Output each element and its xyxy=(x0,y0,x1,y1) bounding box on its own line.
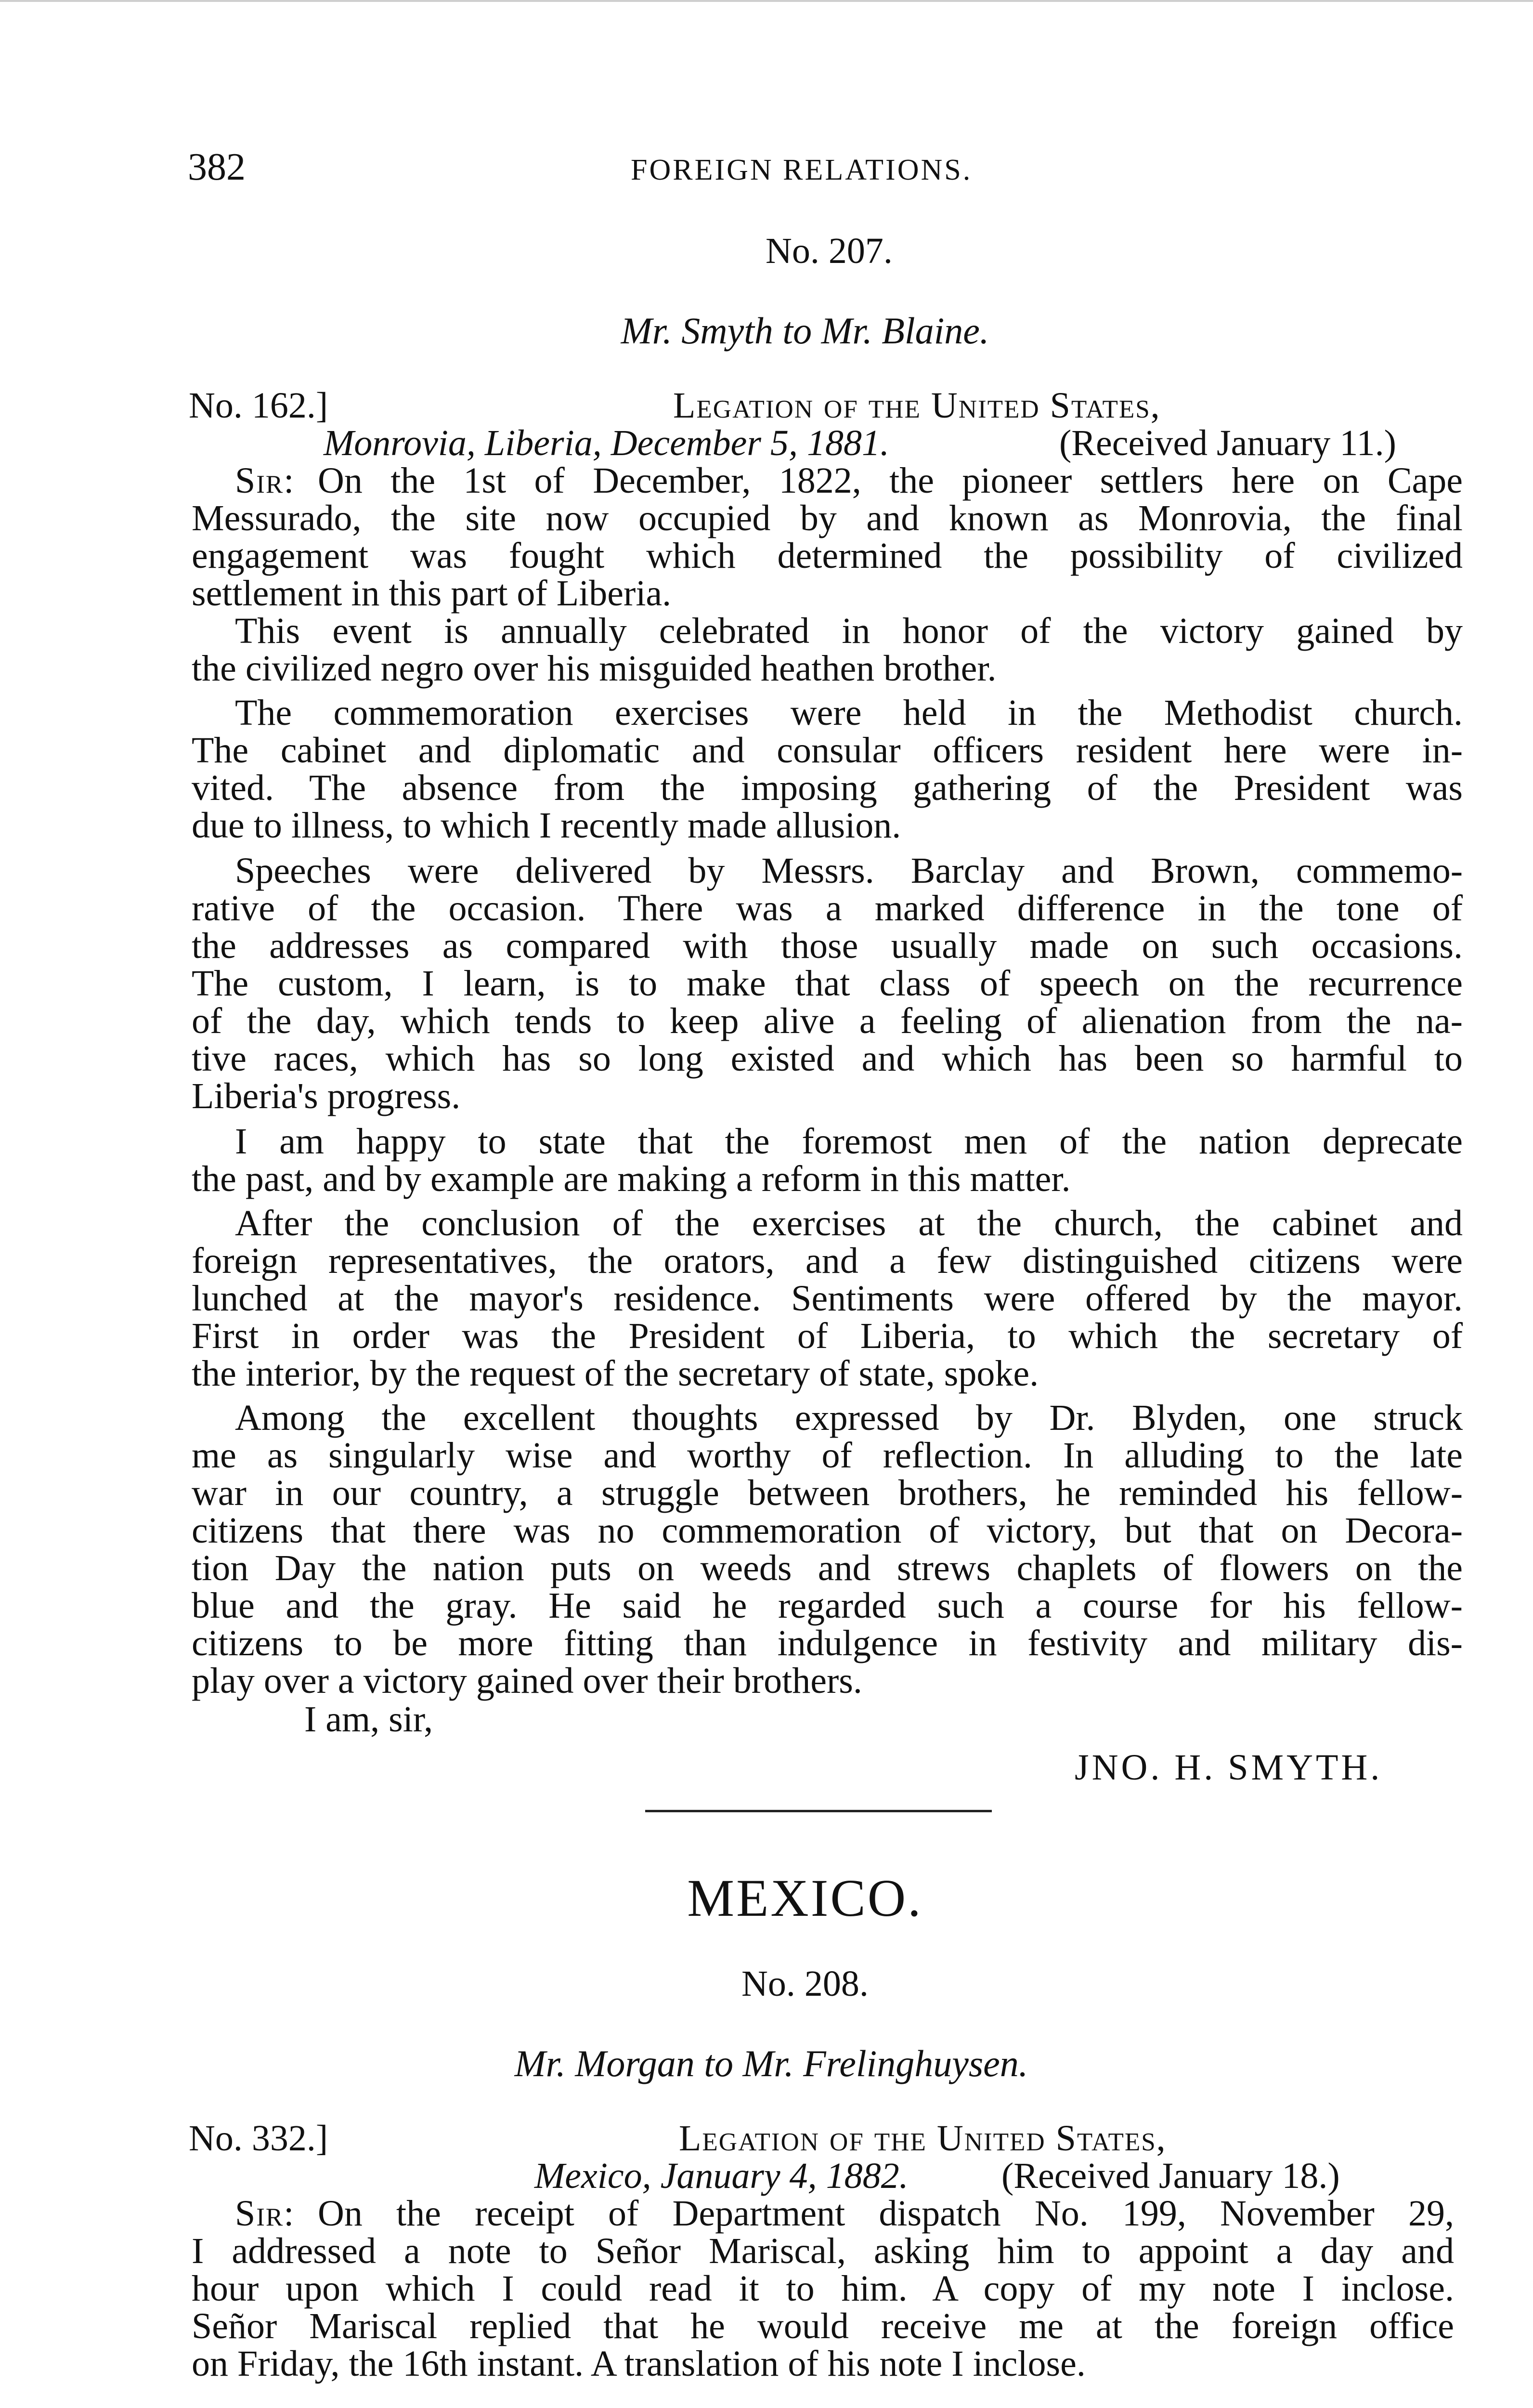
body-line: vited. The absence from the imposing gathering of the President was xyxy=(192,768,1463,808)
place-date: Mexico, January 4, 1882. xyxy=(534,2156,909,2196)
body-line: The custom, I learn, is to make that class of speech on the recurrence xyxy=(192,963,1463,1004)
received-date: (Received January 11.) xyxy=(1059,423,1396,463)
salutation: Sir: xyxy=(235,2193,295,2234)
body-line: Señor Mariscal replied that he would receive me at the foreign office xyxy=(192,2306,1454,2346)
dispatch-number: No. 162.] xyxy=(189,385,328,426)
body-line: citizens that there was no commemoration of victory, but that on Decora- xyxy=(192,1510,1463,1551)
salutation: Sir: xyxy=(235,460,295,501)
body-line: The cabinet and diplomatic and consular officers resident here were in- xyxy=(192,730,1463,771)
section-divider xyxy=(645,1810,992,1812)
body-line: Messurado, the site now occupied by and known as Monrovia, the final xyxy=(192,498,1463,538)
body-line: The commemoration exercises were held in the Methodist church. xyxy=(235,693,1463,733)
body-line: Liberia's progress. xyxy=(192,1076,461,1116)
body-line: rative of the occasion. There was a marked difference in the tone of xyxy=(192,888,1463,929)
running-title: FOREIGN RELATIONS. xyxy=(631,154,973,186)
letter-heading-smyth: Mr. Smyth to Mr. Blaine. xyxy=(621,310,989,352)
legation-line: Legation of the United States, xyxy=(679,2118,1167,2159)
body-line: foreign representatives, the orators, and a few distinguished citizens were xyxy=(192,1241,1463,1281)
body-line: On the 1st of December, 1822, the pioneer settlers here on Cape xyxy=(318,460,1463,501)
body-line: the past, and by example are making a reform in this matter. xyxy=(192,1159,1071,1199)
dispatch-number: No. 332.] xyxy=(189,2118,328,2159)
received-date: (Received January 18.) xyxy=(1001,2156,1340,2196)
body-line: the addresses as compared with those usually made on such occasions. xyxy=(192,926,1463,966)
body-line: of the day, which tends to keep alive a feeling of alienation from the na- xyxy=(192,1001,1463,1041)
body-line: Among the excellent thoughts expressed by Dr. Blyden, one struck xyxy=(235,1398,1463,1438)
section-title-mexico: MEXICO. xyxy=(687,1869,923,1927)
page-number: 382 xyxy=(188,146,246,188)
body-line: citizens to be more fitting than indulgence in festivity and military dis- xyxy=(192,1623,1463,1663)
body-line: blue and the gray. He said he regarded such a course for his fellow- xyxy=(192,1585,1463,1626)
top-edge-rule xyxy=(0,0,1533,2)
body-line: me as singularly wise and worthy of reflection. In alluding to the late xyxy=(192,1435,1463,1476)
body-line: tive races, which has so long existed and which has been so harmful to xyxy=(192,1038,1463,1079)
doc-number-208: No. 208. xyxy=(741,1963,869,2004)
body-line: Speeches were delivered by Messrs. Barclay and Brown, commemo- xyxy=(235,851,1463,891)
body-line: the interior, by the request of the secretary of state, spoke. xyxy=(192,1353,1039,1394)
body-line: settlement in this part of Liberia. xyxy=(192,573,672,614)
body-line: I addressed a note to Señor Mariscal, asking him to appoint a day and xyxy=(192,2231,1454,2271)
body-line: play over a victory gained over their brothers. xyxy=(192,1661,862,1701)
body-line: due to illness, to which I recently made allusion. xyxy=(192,805,901,846)
body-line: engagement was fought which determined the possibility of civilized xyxy=(192,536,1463,576)
place-date: Monrovia, Liberia, December 5, 1881. xyxy=(324,423,889,463)
body-line: the civilized negro over his misguided heathen brother. xyxy=(192,648,997,689)
closing: I am, sir, xyxy=(304,1699,433,1740)
body-line: war in our country, a struggle between brothers, he reminded his fellow- xyxy=(192,1473,1463,1513)
signature: JNO. H. SMYTH. xyxy=(1075,1747,1383,1788)
body-line: On the receipt of Department dispatch No. 199, November 29, xyxy=(318,2193,1454,2234)
doc-number-207: No. 207. xyxy=(766,231,893,271)
body-line: I am happy to state that the foremost men of the nation deprecate xyxy=(235,1121,1463,1162)
body-line: lunched at the mayor's residence. Sentiments were offered by the mayor. xyxy=(192,1278,1463,1319)
body-line: hour upon which I could read it to him. A copy of my note I inclose. xyxy=(192,2268,1454,2309)
body-line: This event is annually celebrated in honor of the victory gained by xyxy=(235,611,1463,651)
body-line: tion Day the nation puts on weeds and strews chaplets of flowers on the xyxy=(192,1548,1463,1588)
body-line: First in order was the President of Liberia, to which the secretary of xyxy=(192,1316,1463,1356)
body-line: After the conclusion of the exercises at the church, the cabinet and xyxy=(235,1203,1463,1243)
letter-heading-morgan: Mr. Morgan to Mr. Frelinghuysen. xyxy=(514,2042,1028,2084)
body-line: on Friday, the 16th instant. A translation of his note I inclose. xyxy=(192,2343,1086,2384)
legation-line: Legation of the United States, xyxy=(673,385,1161,426)
